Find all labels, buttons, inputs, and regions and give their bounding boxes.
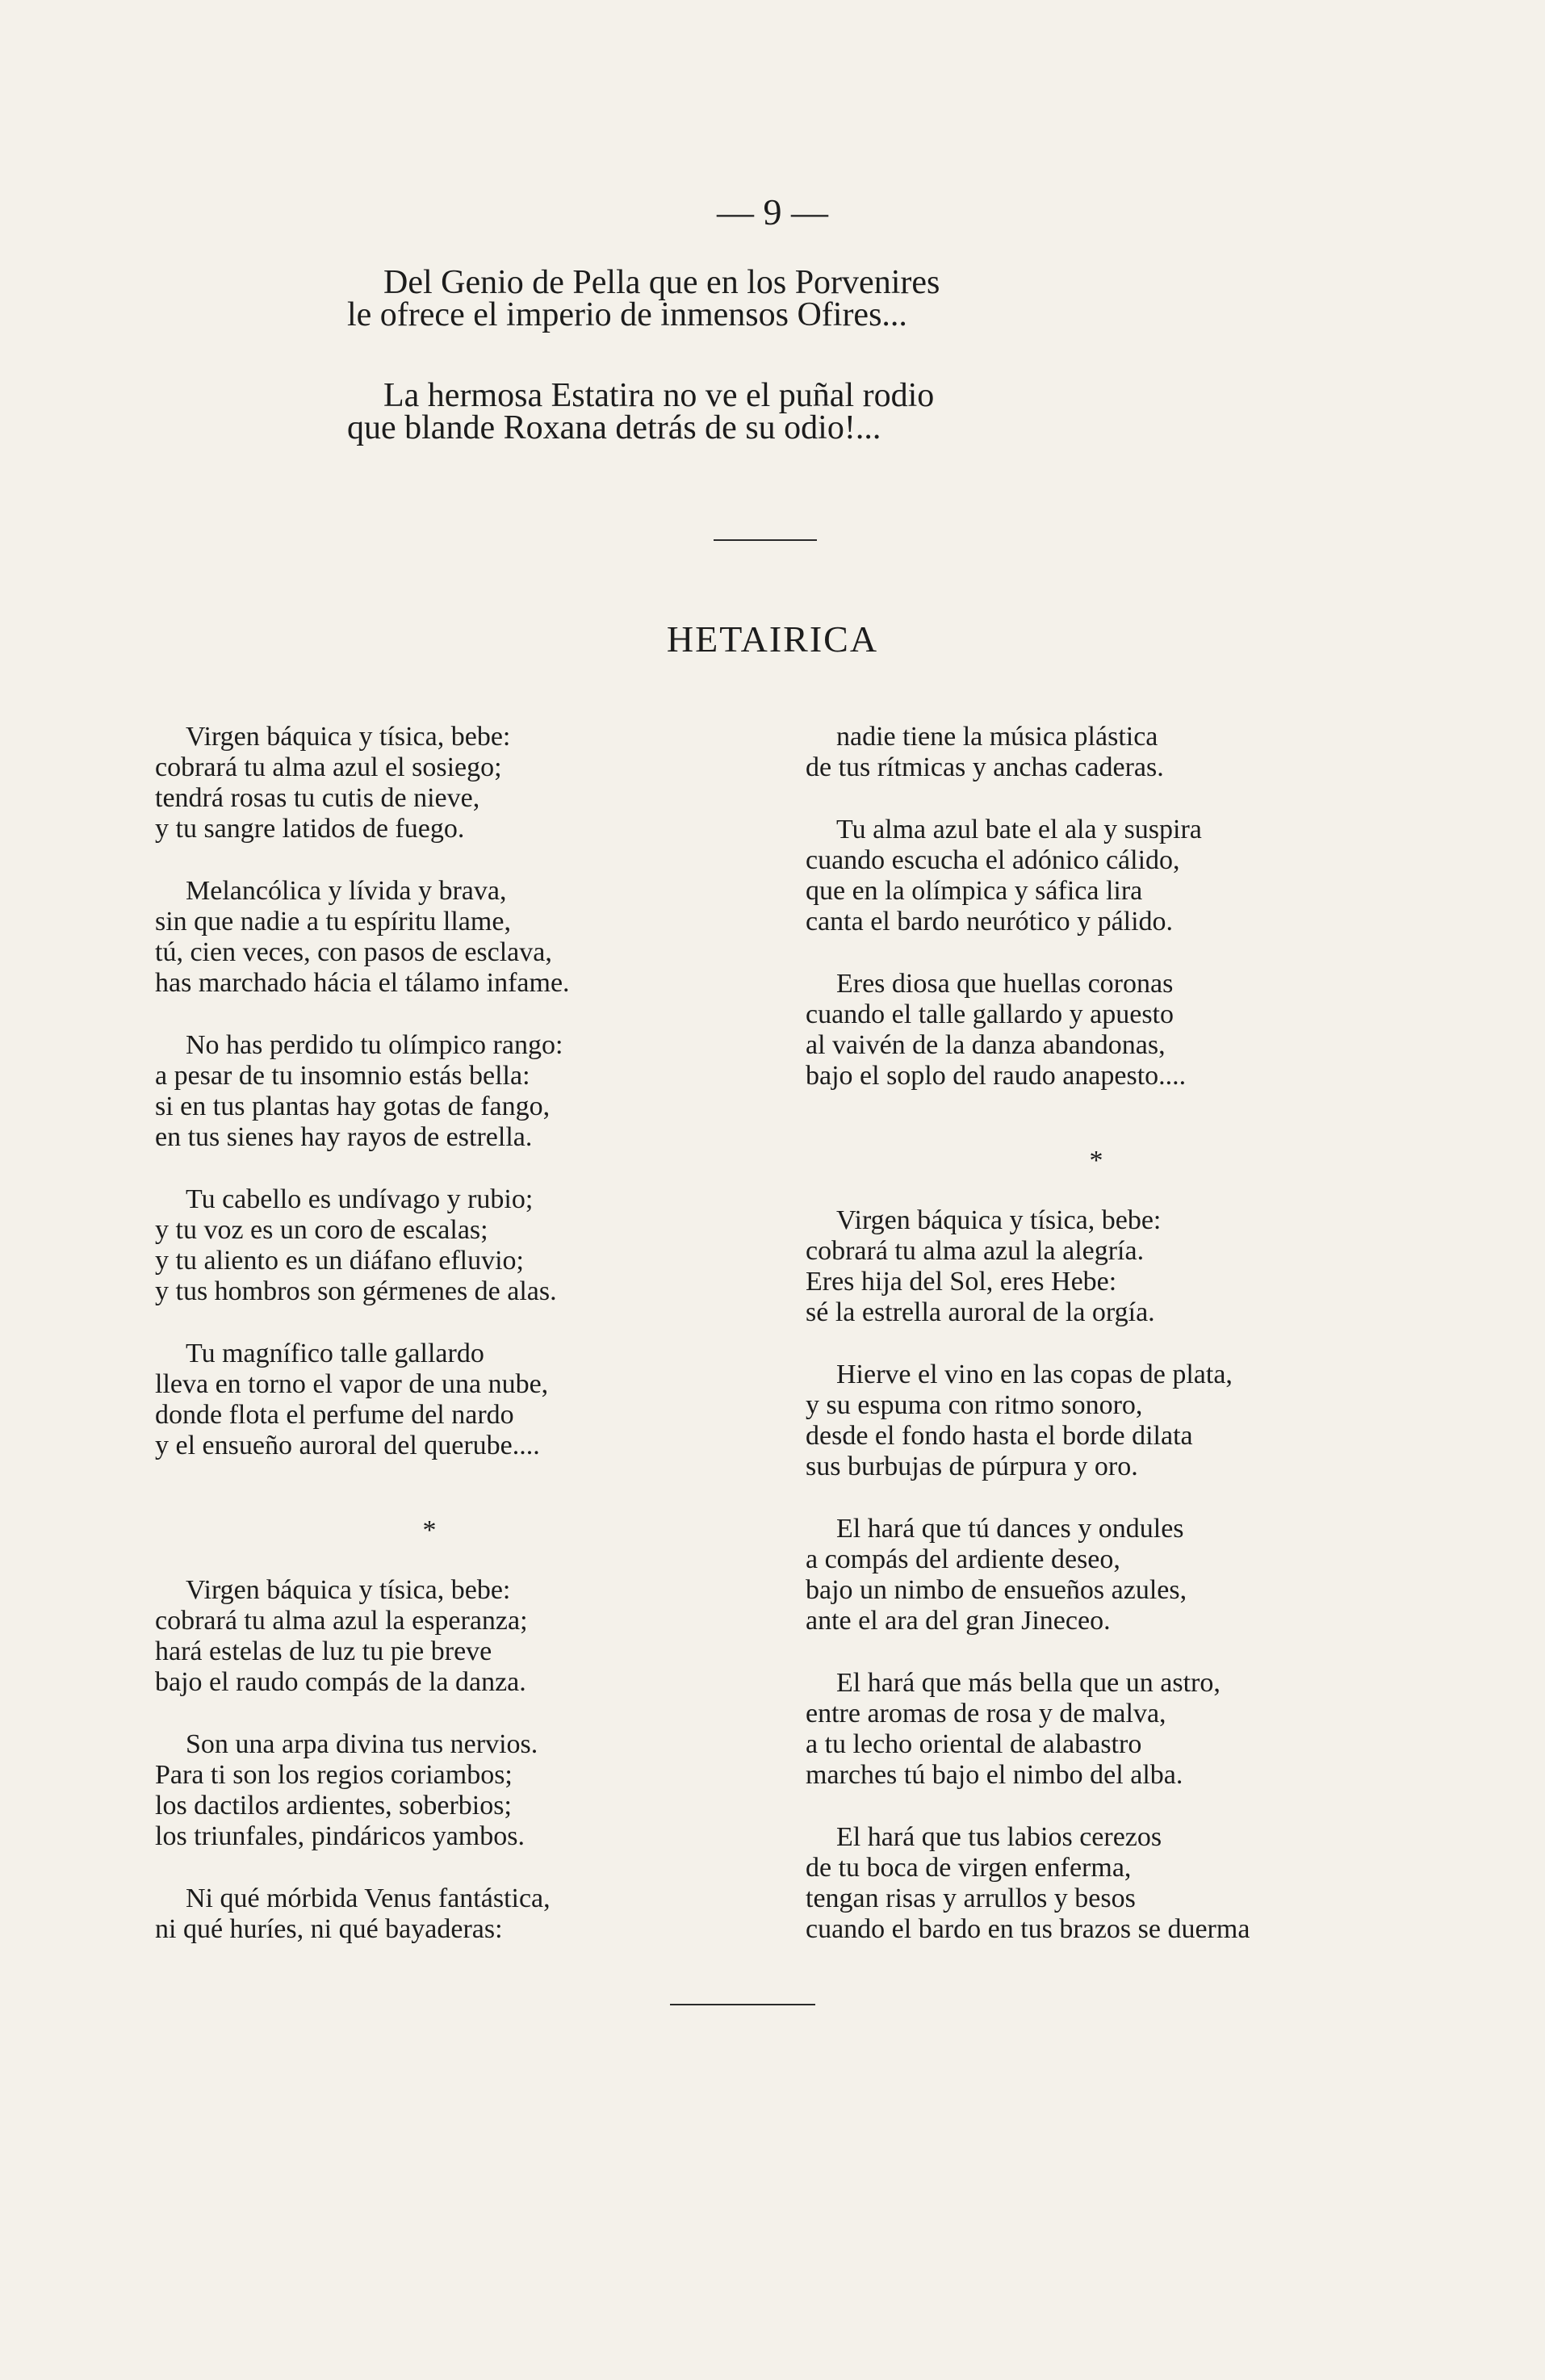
verse-line: Tu magnífico talle gallardo	[186, 1339, 484, 1368]
verse-line: ni qué huríes, ni qué bayaderas:	[155, 1914, 503, 1944]
verse-line: a tu lecho oriental de alabastro	[806, 1729, 1142, 1759]
verse-line: entre aromas de rosa y de malva,	[806, 1699, 1166, 1728]
stanza	[806, 969, 1387, 1092]
verse-line: Hierve el vino en las copas de plata,	[836, 1360, 1233, 1389]
verse-line: sus burbujas de púrpura y oro.	[806, 1452, 1138, 1481]
verse-line: y tu sangre latidos de fuego.	[155, 814, 465, 844]
stanza	[155, 722, 704, 844]
poem-column-right	[806, 722, 1387, 1976]
stanza	[155, 1575, 704, 1698]
verse-line: y el ensueño auroral del querube....	[155, 1431, 540, 1460]
verse-line: y tu aliento es un diáfano efluvio;	[155, 1246, 524, 1276]
verse-line: hará estelas de luz tu pie breve	[155, 1636, 492, 1666]
verse-line: canta el bardo neurótico y pálido.	[806, 907, 1174, 936]
stanza	[155, 876, 704, 999]
verse-line: cobrará tu alma azul el sosiego;	[155, 752, 502, 782]
verse-line: que blande Roxana detrás de su odio!...	[347, 409, 881, 446]
verse-line: tú, cien veces, con pasos de esclava,	[155, 937, 552, 967]
verse-line: de tu boca de virgen enferma,	[806, 1853, 1132, 1883]
verse-line: Eres hija del Sol, eres Hebe:	[806, 1267, 1117, 1297]
verse-line: bajo el raudo compás de la danza.	[155, 1667, 526, 1697]
verse-line: sé la estrella auroral de la orgía.	[806, 1297, 1155, 1327]
verse-line: lleva en torno el vapor de una nube,	[155, 1369, 549, 1399]
verse-line: Virgen báquica y tísica, bebe:	[186, 722, 511, 752]
verse-line: El hará que más bella que un astro,	[836, 1668, 1221, 1698]
verse-line: bajo un nimbo de ensueños azules,	[806, 1575, 1187, 1605]
verse-line: Tu alma azul bate el ala y suspira	[836, 815, 1202, 844]
stanza	[155, 1030, 704, 1153]
verse-line: a compás del ardiente deseo,	[806, 1544, 1120, 1574]
verse-line: sin que nadie a tu espíritu llame,	[155, 907, 511, 936]
stanza	[806, 1205, 1387, 1328]
verse-line: cobrará tu alma azul la esperanza;	[155, 1606, 528, 1636]
verse-line: Virgen báquica y tísica, bebe:	[836, 1205, 1162, 1235]
stanza	[347, 379, 940, 444]
stanza	[806, 815, 1387, 937]
verse-line: a pesar de tu insomnio estás bella:	[155, 1061, 530, 1091]
stanza	[155, 1339, 704, 1461]
verse-line: Virgen báquica y tísica, bebe:	[186, 1575, 511, 1605]
section-separator-asterisk: *	[422, 1515, 437, 1545]
stanza	[155, 1883, 704, 1945]
verse-line: tengan risas y arrullos y besos	[806, 1883, 1136, 1913]
verse-line: Del Genio de Pella que en los Porvenires	[383, 264, 940, 301]
poem-title: HETAIRICA	[666, 618, 879, 660]
verse-line: en tus sienes hay rayos de estrella.	[155, 1122, 533, 1152]
section-rule-bottom	[670, 2004, 815, 2005]
verse-line: Melancólica y lívida y brava,	[186, 876, 507, 906]
verse-line: nadie tiene la música plástica	[836, 722, 1158, 752]
verse-line: marches tú bajo el nimbo del alba.	[806, 1760, 1183, 1790]
verse-line: y tu voz es un coro de escalas;	[155, 1215, 488, 1245]
verse-line: le ofrece el imperio de inmensos Ofires...	[347, 296, 907, 333]
verse-line: desde el fondo hasta el borde dilata	[806, 1421, 1193, 1451]
stanza	[347, 266, 940, 331]
intro-verses	[347, 266, 940, 492]
verse-line: Tu cabello es undívago y rubio;	[186, 1184, 534, 1214]
verse-line: No has perdido tu olímpico rango:	[186, 1030, 563, 1060]
verse-line: y tus hombros son gérmenes de alas.	[155, 1276, 557, 1306]
verse-line: Son una arpa divina tus nervios.	[186, 1729, 538, 1759]
verse-line: y su espuma con ritmo sonoro,	[806, 1390, 1143, 1420]
verse-line: de tus rítmicas y anchas caderas.	[806, 752, 1164, 782]
verse-line: cuando escucha el adónico cálido,	[806, 845, 1180, 875]
stanza	[806, 1668, 1387, 1791]
stanza	[806, 722, 1387, 783]
stanza	[806, 1822, 1387, 1945]
verse-line: los triunfales, pindáricos yambos.	[155, 1821, 525, 1851]
verse-line: ante el ara del gran Jineceo.	[806, 1606, 1111, 1636]
verse-line: los dactilos ardientes, soberbios;	[155, 1791, 512, 1821]
verse-line: que en la olímpica y sáfica lira	[806, 876, 1143, 906]
stanza	[155, 1184, 704, 1307]
verse-line: El hará que tú dances y ondules	[836, 1514, 1184, 1544]
verse-line: cuando el bardo en tus brazos se duerma	[806, 1914, 1250, 1944]
verse-line: cobrará tu alma azul la alegría.	[806, 1236, 1145, 1266]
section-rule-top	[714, 539, 817, 541]
verse-line: Para ti son los regios coriambos;	[155, 1760, 513, 1790]
verse-line: si en tus plantas hay gotas de fango,	[155, 1092, 551, 1121]
verse-line: La hermosa Estatira no ve el puñal rodio	[383, 377, 935, 414]
poem-column-left	[155, 722, 704, 1976]
verse-line: cuando el talle gallardo y apuesto	[806, 999, 1174, 1029]
verse-line: has marchado hácia el tálamo infame.	[155, 968, 570, 998]
verse-line: Ni qué mórbida Venus fantástica,	[186, 1883, 551, 1913]
stanza	[155, 1729, 704, 1852]
verse-line: tendrá rosas tu cutis de nieve,	[155, 783, 480, 813]
verse-line: al vaivén de la danza abandonas,	[806, 1030, 1166, 1060]
verse-line: El hará que tus labios cerezos	[836, 1822, 1162, 1852]
stanza	[806, 1514, 1387, 1636]
verse-line: bajo el soplo del raudo anapesto....	[806, 1061, 1187, 1091]
stanza	[806, 1360, 1387, 1482]
verse-line: Eres diosa que huellas coronas	[836, 969, 1174, 999]
section-separator-asterisk: *	[1089, 1146, 1103, 1175]
verse-line: donde flota el perfume del nardo	[155, 1400, 514, 1430]
page-number: — 9 —	[717, 191, 828, 233]
